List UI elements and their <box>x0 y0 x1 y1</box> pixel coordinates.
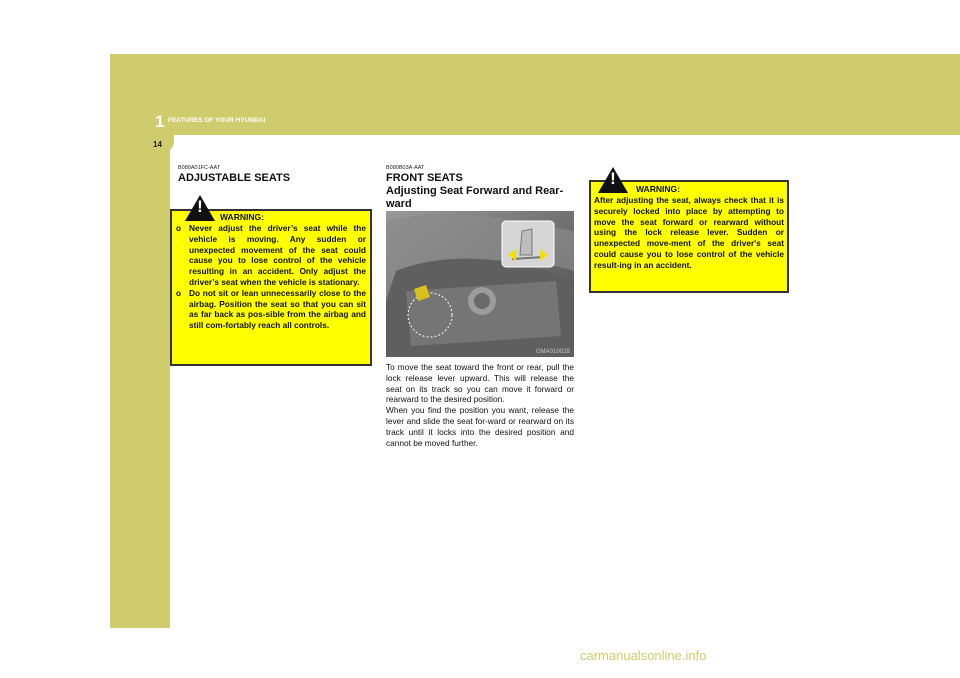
warning-item <box>176 223 366 288</box>
bullet: o <box>176 223 182 233</box>
warning-item <box>176 288 366 331</box>
bullet: o <box>176 287 182 298</box>
paragraph: When you find the position you want, release the lever and slide the seat for-ward or rearward on its track until it locks into the desired position and cannot be moved further. <box>386 405 574 448</box>
instructions-text <box>386 362 574 448</box>
warning-item-text: Do not sit or lean unnecessarily close to the airbag. Position the seat so that you can sit as far back as pos-sible from the airbag and still com-fortably reach all controls. <box>189 287 366 331</box>
seat-lever-illustration <box>386 211 574 357</box>
seat-adjustment-photo <box>386 211 574 357</box>
warning-label: WARNING: <box>220 212 264 222</box>
chapter-number: 1 <box>155 112 165 131</box>
page-number: 14 <box>153 140 162 149</box>
exclamation-icon: ! <box>197 197 203 216</box>
exclamation-icon: ! <box>610 169 616 188</box>
warning-label: WARNING: <box>636 184 680 194</box>
warning-text <box>176 223 366 331</box>
warning-text: After adjusting the seat, always check that it is securely locked into place by attempting to move the seat forward or rearward without using the lock release lever. Sudden or unexpected move-ment of the driver's seat could cause you to lose control of the vehicle result-ing in an accident. <box>594 195 784 270</box>
warning-item-text: Never adjust the driver’s seat while the vehicle is moving. Any sudden or unexpected movement of the seat could cause you to lose control of the vehicle resulting in an accident. Only adjust the driver’s seat when the vehicle is stationary. <box>189 223 366 287</box>
section-subheading: Adjusting Seat Forward and Rear-ward <box>386 185 564 210</box>
section-code: B080A01FC-AAT <box>178 165 221 171</box>
section-heading: ADJUSTABLE SEATS <box>178 172 291 184</box>
image-caption: GMA010028 <box>536 349 570 355</box>
section-code: B080B03A-AAT <box>386 165 425 171</box>
chapter-title: FEATURES OF YOUR HYUNDAI <box>168 117 266 124</box>
watermark: carmanualsonline.info <box>580 648 707 663</box>
paragraph: To move the seat toward the front or rear, pull the lock release lever upward. This will release the seat on its track so you can move it forward or rearward to the desired position. <box>386 362 574 405</box>
section-heading: FRONT SEATS <box>386 172 463 184</box>
